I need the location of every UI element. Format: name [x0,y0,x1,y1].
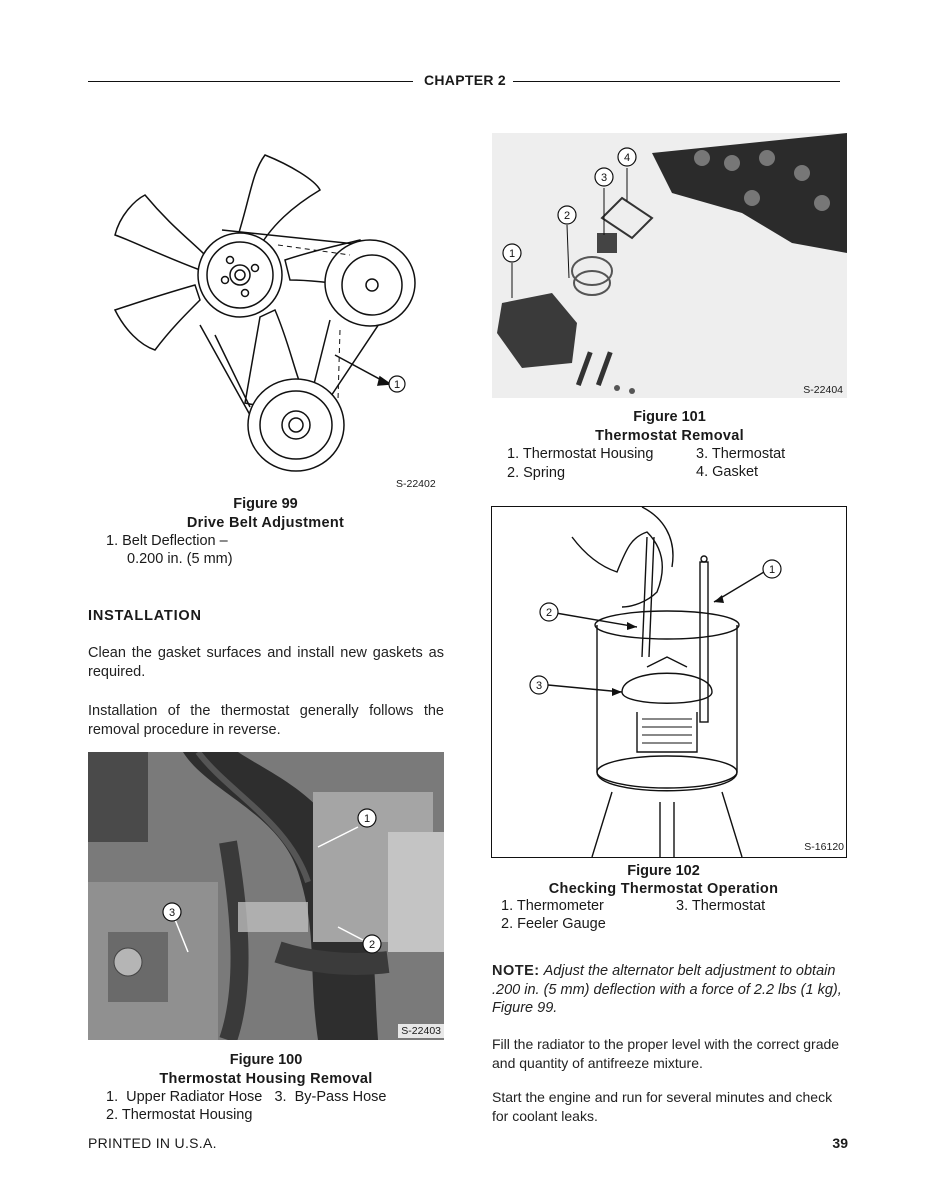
note-text: Adjust the alternator belt adjustment to obtain .200 in. (5 mm) deflection with a force of 2.2 lbs (1 kg), Figure 99. [492,963,842,1016]
installation-heading: INSTALLATION [88,608,202,624]
figure-100-photo [88,752,444,1040]
note-block [492,962,846,1018]
figure-99-code: S-22402 [396,478,436,490]
page-number: 39 [832,1135,848,1151]
figure-99-legend-1: 1. Belt Deflection – [106,533,228,549]
figure-99-drawing [100,145,445,495]
header-rule-right [513,81,840,82]
figure-101-legend-4: 4. Gasket [696,464,759,480]
svg-text:2: 2 [368,939,376,951]
svg-text:1: 1 [363,813,371,825]
figure-101-photo [492,133,847,398]
figure-100-callout-1 [358,809,376,827]
installation-paragraph-2: Installation of the thermostat generally follows the removal procedure in reverse. [88,703,444,738]
svg-text:3: 3 [535,680,543,692]
figure-101-callout-4 [618,148,636,166]
figure-101-callout-1 [503,244,521,262]
svg-text:2: 2 [563,210,571,222]
svg-text:1: 1 [393,379,401,391]
figure-102-callout-3 [530,676,548,694]
figure-100-title: Thermostat Housing Removal [159,1071,373,1087]
svg-text:3: 3 [600,172,608,184]
figure-102-legend-2: 2. Feeler Gauge [501,916,606,932]
figure-102-legend-1: 1. Thermometer [501,898,604,914]
figure-100-legend-row-1: 1. Upper Radiator Hose 3. By-Pass Hose [106,1089,387,1105]
svg-text:4: 4 [623,152,631,164]
figure-100-callout-2 [363,935,381,953]
fill-paragraph: Fill the radiator to the proper level with the correct grade and quantity of antifreeze mixture. [492,1036,840,1071]
footer-printed: PRINTED IN U.S.A. [88,1135,217,1151]
header-rule-left [88,81,413,82]
installation-paragraph-1: Clean the gasket surfaces and install new gaskets as required. [88,645,444,680]
start-paragraph: Start the engine and run for several minutes and check for coolant leaks. [492,1089,833,1124]
figure-101-label: Figure 101 [633,409,706,425]
figure-101-code: S-22404 [803,384,843,396]
figure-102-frame [491,506,847,858]
figure-100-code: S-22403 [398,1024,444,1038]
figure-101-legend-1: 1. Thermostat Housing [507,446,654,462]
figure-100-label: Figure 100 [229,1052,303,1068]
figure-102-title: Checking Thermostat Operation [548,881,779,897]
svg-text:1: 1 [768,564,776,576]
figure-101-legend-2: 2. Spring [507,465,566,481]
svg-text:2: 2 [545,607,553,619]
svg-text:1: 1 [508,248,516,260]
figure-101-callout-2 [558,206,576,224]
figure-101-title: Thermostat Removal [595,428,744,444]
figure-101-legend-3: 3. Thermostat [696,446,786,462]
figure-101-callout-3 [595,168,613,186]
figure-99-callout-1 [389,376,405,392]
figure-102-label: Figure 102 [627,863,700,879]
figure-102-code: S-16120 [804,841,844,853]
figure-102-legend-3: 3. Thermostat [676,898,766,914]
figure-99-legend-2: 0.200 in. (5 mm) [127,551,233,567]
figure-99-label: Figure 99 [233,496,298,512]
figure-102-callout-2 [540,603,558,621]
chapter-heading: CHAPTER 2 [423,72,507,88]
note-label: NOTE: [492,963,540,979]
svg-text:3: 3 [168,907,176,919]
figure-100-callout-3 [163,903,181,921]
figure-100-legend-row-2: 2. Thermostat Housing [106,1107,253,1123]
figure-99-title: Drive Belt Adjustment [186,515,345,531]
figure-102-callout-1 [763,560,781,578]
